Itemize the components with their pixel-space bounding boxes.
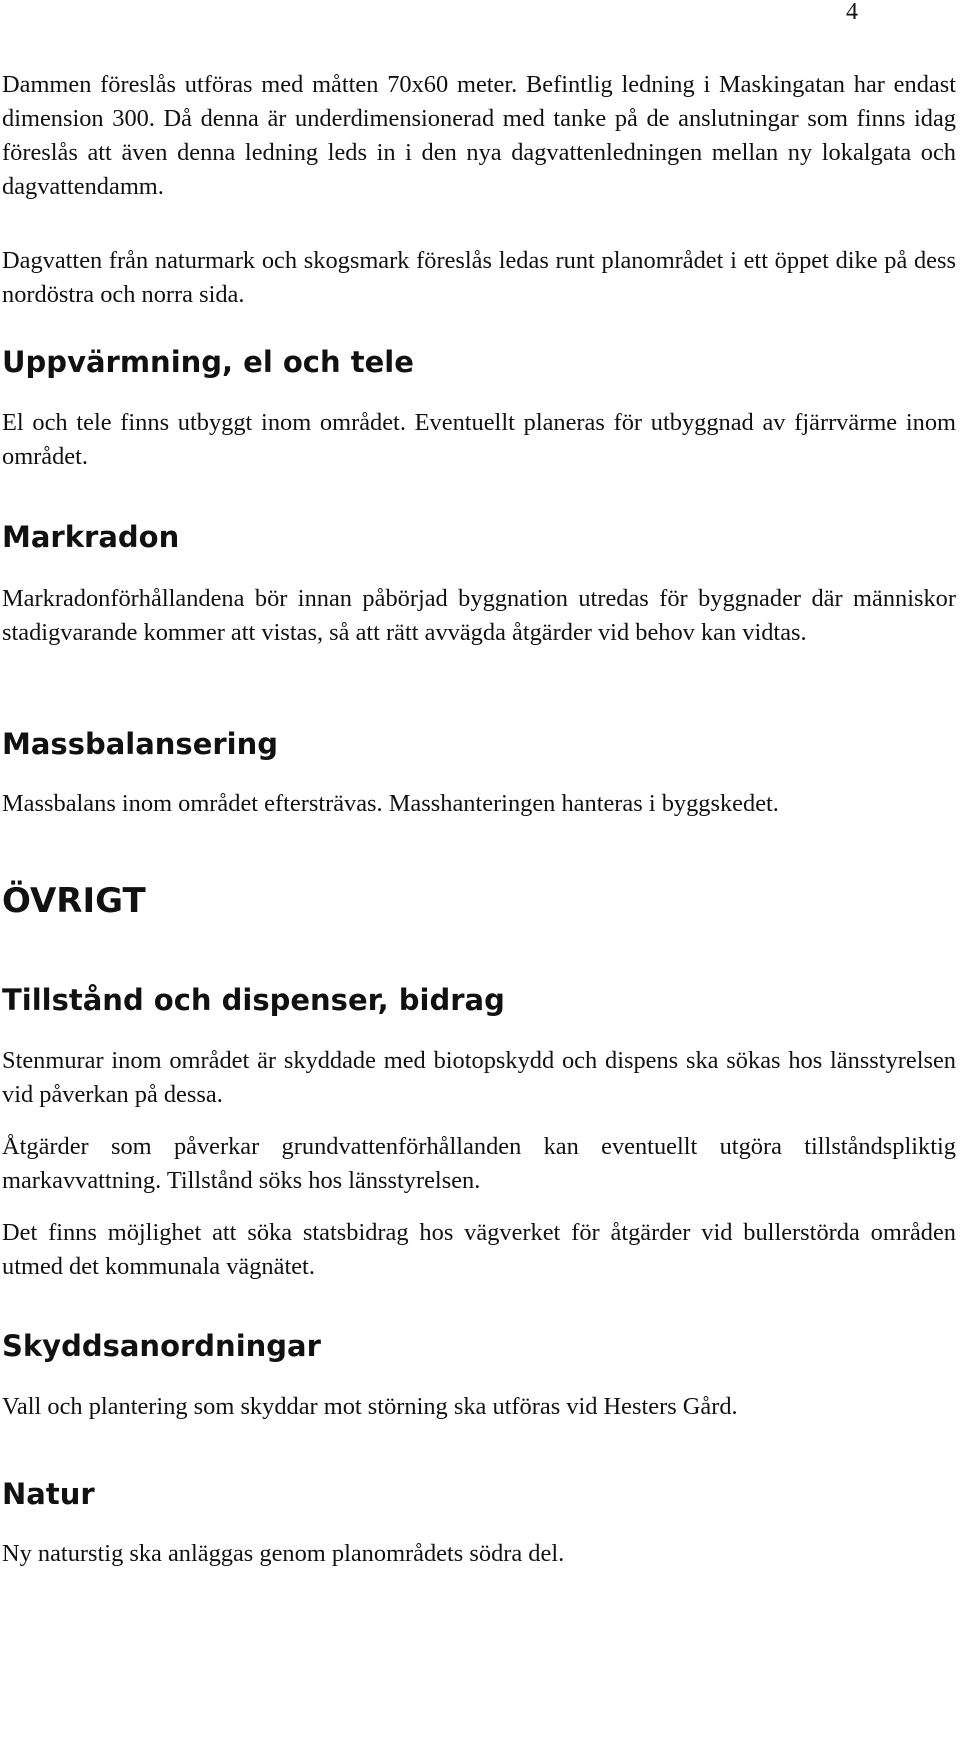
heading-ovrigt: ÖVRIGT bbox=[2, 881, 146, 921]
paragraph-stenmurar: Stenmurar inom området är skyddade med biotopskydd och dispens ska sökas hos länsstyrelsen vid påverkan på dessa. bbox=[2, 1047, 956, 1108]
paragraph-markradon: Markradonförhållandena bör innan påbörjad byggnation utredas för byggnader där människor stadigvarande kommer att vistas, så att rätt avvägda åtgärder vid behov kan vidtas. bbox=[2, 585, 956, 646]
paragraph-el-tele: El och tele finns utbyggt inom området. Eventuellt planeras för utbyggnad av fjärrvärme inom området. bbox=[2, 409, 956, 470]
heading-skyddsanordningar: Skyddsanordningar bbox=[2, 1329, 321, 1363]
heading-tillstand: Tillstånd och dispenser, bidrag bbox=[2, 983, 505, 1017]
heading-massbalansering: Massbalansering bbox=[2, 727, 279, 761]
heading-markradon: Markradon bbox=[2, 520, 180, 554]
paragraph-dike: Dagvatten från naturmark och skogsmark föreslås ledas runt planområdet i ett öppet dike på dess nordöstra och norra sida. bbox=[2, 247, 956, 308]
heading-natur: Natur bbox=[2, 1477, 95, 1511]
page-number: 4 bbox=[846, 0, 858, 25]
heading-uppvarmning: Uppvärmning, el och tele bbox=[2, 345, 414, 379]
paragraph-grundvatten: Åtgärder som påverkar grundvattenförhållanden kan eventuellt utgöra tillståndspliktig markavvattning. Tillstånd söks hos länsstyrelsen. bbox=[2, 1133, 956, 1194]
paragraph-dagvattendamm: Dammen föreslås utföras med måtten 70x60 meter. Befintlig ledning i Maskingatan har endast dimension 300. Då denna är underdimensionerad med tanke på de anslutningar som finns idag föreslås att även denna ledning leds in i den nya dagvattenledningen mellan ny lokalgata och dagvattendamm. bbox=[2, 71, 956, 200]
paragraph-naturstig: Ny naturstig ska anläggas genom planområdets södra del. bbox=[2, 1540, 565, 1567]
paragraph-massbalans: Massbalans inom området eftersträvas. Masshanteringen hanteras i byggskedet. bbox=[2, 790, 779, 817]
paragraph-vall: Vall och plantering som skyddar mot störning ska utföras vid Hesters Gård. bbox=[2, 1393, 738, 1420]
paragraph-statsbidrag: Det finns möjlighet att söka statsbidrag hos vägverket för åtgärder vid bullerstörda områden utmed det kommunala vägnätet. bbox=[2, 1219, 956, 1280]
